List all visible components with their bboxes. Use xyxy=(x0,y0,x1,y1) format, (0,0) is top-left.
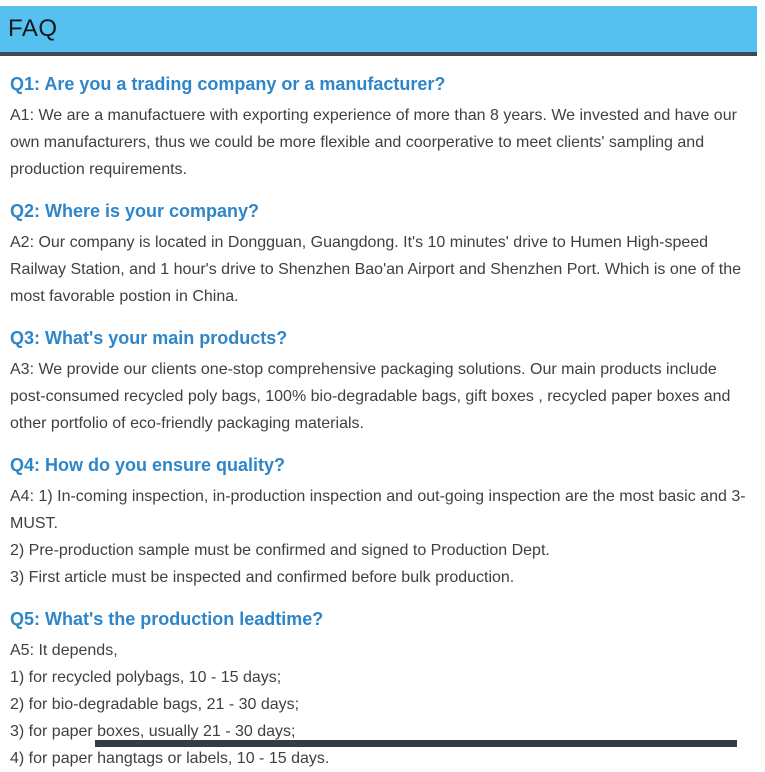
faq-question-1: Q1: Are you a trading company or a manufacturer? xyxy=(10,74,446,94)
faq-section-header xyxy=(0,6,757,56)
faq-answer-1: A1: We are a manufactuere with exporting experience of more than 8 years. We invested and have our own manufacturers, thus we could be more flexible and coorperative to meet clients' sampling and production requirements. xyxy=(10,107,737,178)
faq-answer-5-line-2: 1) for recycled polybags, 10 - 15 days; xyxy=(10,669,282,686)
faq-answer-5-line-3: 2) for bio-degradable bags, 21 - 30 days; xyxy=(10,696,300,713)
faq-question-5: Q5: What's the production leadtime? xyxy=(10,609,324,629)
faq-answer-3: A3: We provide our clients one-stop comprehensive packaging solutions. Our main products include post-consumed recycled poly bags, 100% bio-degradable bags, gift boxes , recycled paper boxes and other portfolio of eco-friendly packaging materials. xyxy=(10,361,731,432)
faq-answer-5-line-1: A5: It depends, xyxy=(10,642,118,659)
faq-item-3 xyxy=(10,327,753,437)
next-section-divider xyxy=(95,740,737,747)
faq-answer-4-line-3: 3) First article must be inspected and confirmed before bulk production. xyxy=(10,569,515,586)
faq-answer-4-line-1: A4: 1) In-coming inspection, in-production inspection and out-going inspection are the most basic and 3-MUST. xyxy=(10,488,746,532)
faq-answer-5-line-4: 3) for paper boxes, usually 21 - 30 days; xyxy=(10,723,296,740)
faq-question-4: Q4: How do you ensure quality? xyxy=(10,455,286,475)
faq-item-4 xyxy=(10,454,753,591)
faq-item-2 xyxy=(10,200,753,310)
faq-answer-2: A2: Our company is located in Dongguan, Guangdong. It's 10 minutes' drive to Humen High-speed Railway Station, and 1 hour's drive to Shenzhen Bao'an Airport and Shenzhen Port. Which is one of the most favorable postion in China. xyxy=(10,234,741,305)
faq-answer-5-line-5: 4) for paper hangtags or labels, 10 - 15 days. xyxy=(10,750,330,767)
faq-question-2: Q2: Where is your company? xyxy=(10,201,260,221)
section-title: FAQ xyxy=(8,15,58,42)
faq-item-5 xyxy=(10,608,753,772)
faq-answer-4-line-2: 2) Pre-production sample must be confirmed and signed to Production Dept. xyxy=(10,542,550,559)
faq-content xyxy=(0,73,765,772)
faq-question-3: Q3: What's your main products? xyxy=(10,328,288,348)
faq-item-1 xyxy=(10,73,753,183)
